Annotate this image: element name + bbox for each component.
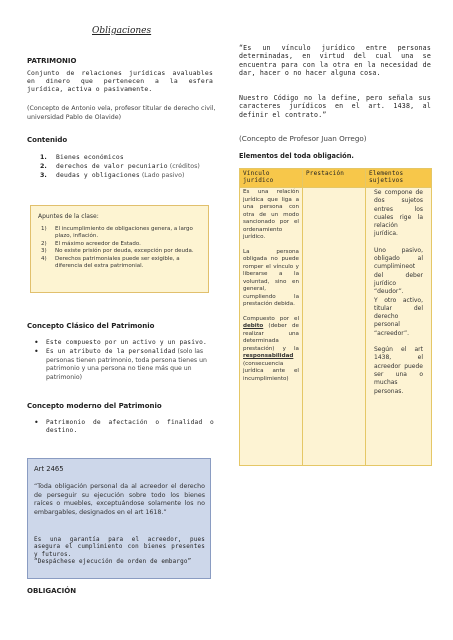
moderno-list: [28, 419, 214, 436]
list-item: • Es un atributo de la personalidad (solo las personas tienen patrimonio, toda persona tienes un patrimonio y una persona no tiene más que un patrimonio): [28, 348, 214, 382]
contenido-heading: Contenido: [27, 136, 68, 144]
apuntes-heading: Apuntes de la clase:: [38, 213, 99, 220]
clasico-heading: Concepto Clásico del Patrimonio: [27, 322, 155, 330]
table-row: [240, 188, 432, 466]
table-header: Prestación: [303, 169, 366, 188]
apuntes-box: [30, 205, 209, 293]
elementos-table: [239, 168, 432, 466]
elementos-heading: Elementos del toda obligación.: [239, 152, 354, 160]
table-header: Elementos sujetivos: [366, 169, 432, 188]
obligacion-heading: OBLIGACIÓN: [27, 587, 77, 595]
art-note-1: Es una garantía para el acreedor, pues asegura el cumplimiento con bienes presentes y futuros.: [34, 537, 205, 558]
orrego-citation: (Concepto de Profesor Juan Orrego): [239, 134, 367, 143]
patrimonio-citation: (Concepto de Antonio vela, profesor titular de derecho civil, universidad Pablo de Olavide): [27, 105, 216, 121]
art-heading: Art 2465: [34, 465, 64, 473]
moderno-heading: Concepto moderno del Patrimonio: [27, 402, 162, 410]
art-quote: “Toda obligación personal da al acreedor el derecho de perseguir su ejecución sobre todo los bienes raíces o muebles, exceptuándose solamente los no embargables, designados en el art 1618.”: [34, 483, 205, 516]
obligacion-paragraph: Nuestro Código no la define, pero señala sus caracteres jurídicos en el art. 1438, al definir el contrato.”: [239, 94, 431, 119]
table-cell-sujetivos: Se compone de dos sujetos entres los cuales rige la relación jurídica. Uno pasivo, obligado al cumplimineot del deber jurídico “deudor”. Y otro activo, titular del derecho personal “acreedor”. Según el art 1438, el acreedor puede ser una o muchas personas.: [366, 188, 432, 466]
table-header: Vínculo jurídico: [240, 169, 303, 188]
list-item: 4) Derechos patrimoniales puede ser exigible, a diferencia del extra patrimonial.: [41, 255, 180, 270]
table-header-row: [240, 169, 432, 188]
list-item: 3) No existe prisión por deuda, excepción por deuda.: [41, 248, 194, 255]
list-item: 1. Bienes económicos: [40, 154, 124, 161]
apuntes-list: [41, 226, 201, 270]
patrimonio-definition: Conjunto de relaciones jurídicas avaluables en dinero que pertenecen a la esfera jurídica, activa o pasivamente.: [27, 69, 213, 93]
page-title: Obligaciones: [92, 26, 152, 36]
list-item: 2) El máximo acreedor de Estado.: [41, 240, 141, 247]
obligacion-quote: “Es un vínculo jurídico entre personas determinadas, en virtud del cual una se encuentra para con la otra en la necesidad de dar, hacer o no hacer alguna cosa.: [239, 44, 431, 77]
list-item: 1) El incumplimiento de obligaciones genera, a largo plazo, inflación.: [41, 226, 193, 240]
list-item: • Este compuesto por un activo y un pasivo.: [28, 339, 214, 347]
list-item: 2. derechos de valor pecuniario (créditos): [40, 162, 200, 170]
art-note-2: “Despáchese ejecución de orden de embargo”: [34, 559, 192, 565]
table-cell-vinculo: Es una relación jurídica que liga a una persona con otra de un modo sancionado por el ordenamiento jurídico. La persona obligada no puede romper el vínculo y liberarse a la voluntad, sino en general, cumpliendo la prestación debida. Compuesto por el debito (deber de realizar una determinada prestación) y la responsabilidad (consecuencia jurídica ante el incumplimiento): [240, 188, 303, 466]
list-item: 3. deudas y obligaciones (Lado pasivo): [40, 171, 185, 179]
list-item: • Patrimonio de afectación o finalidad o destino.: [28, 419, 214, 436]
patrimonio-heading: PATRIMONIO: [27, 57, 77, 65]
contenido-list: [40, 154, 220, 180]
art-2465-box: [27, 458, 211, 579]
table-cell-prestacion: [303, 188, 366, 466]
clasico-list: [28, 339, 214, 382]
